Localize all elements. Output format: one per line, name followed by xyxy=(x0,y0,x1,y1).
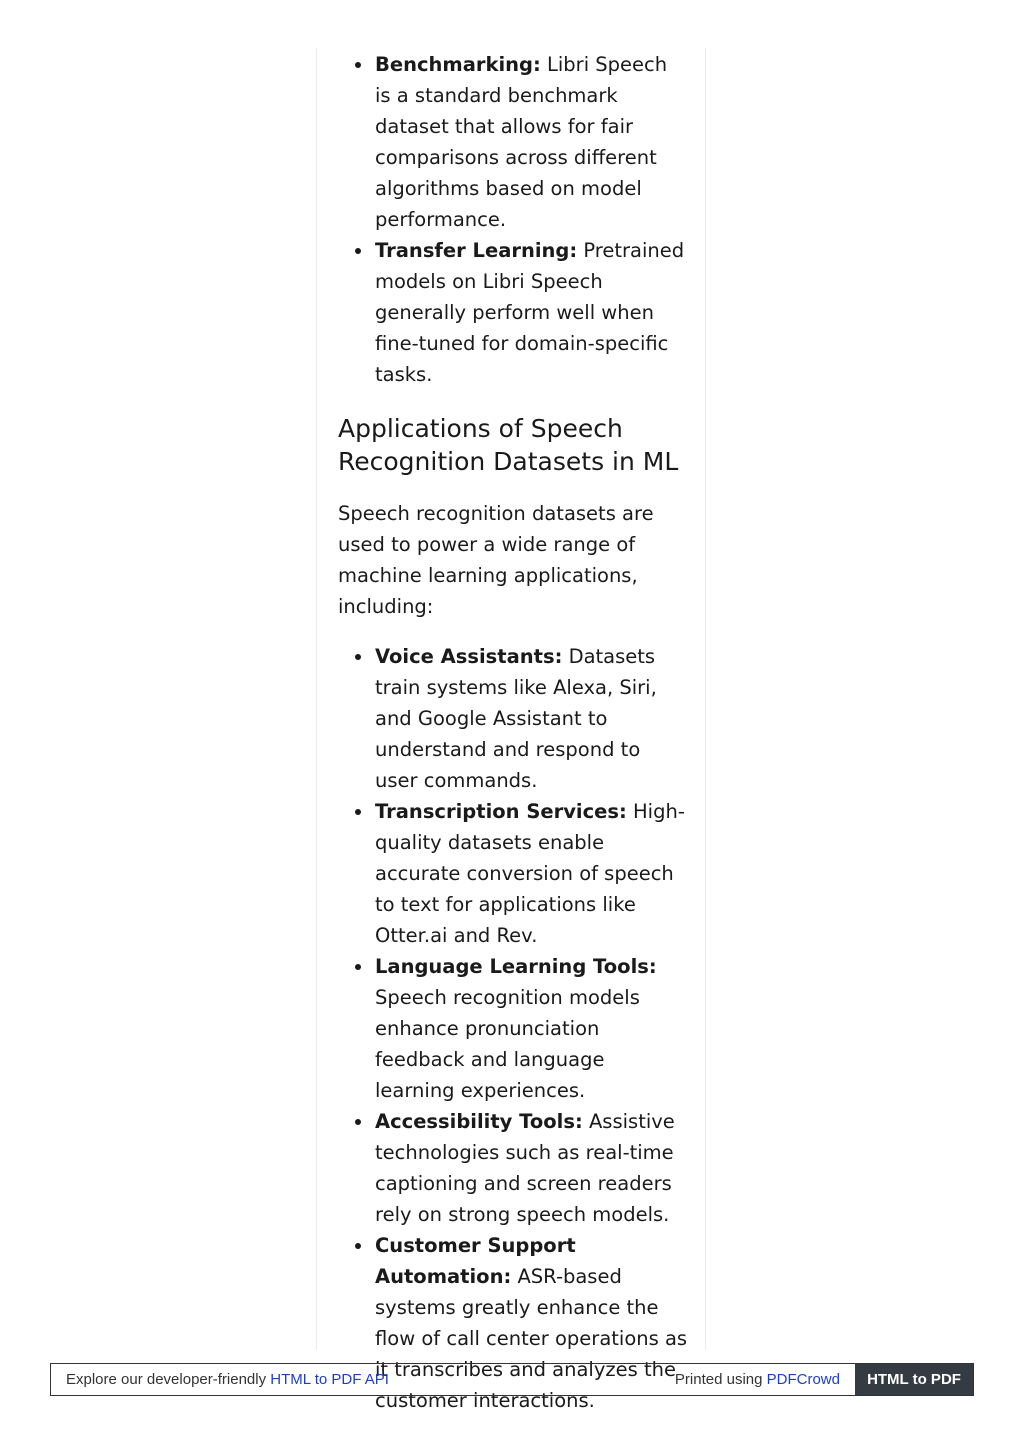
html-to-pdf-button[interactable]: HTML to PDF xyxy=(855,1364,973,1395)
list-item-term: Customer Support Automation: xyxy=(375,1234,576,1288)
list-item-term: Voice Assistants: xyxy=(375,645,563,668)
list-item xyxy=(338,796,688,951)
list-item-text: High-quality datasets enable accurate conversion of speech to text for applications like Otter.ai and Rev. xyxy=(375,800,685,947)
list-item-term: Transfer Learning: xyxy=(375,239,578,262)
footer-printed xyxy=(675,1371,855,1388)
list-item-text: Libri Speech is a standard benchmark dataset that allows for fair comparisons across different algorithms based on model performance. xyxy=(375,53,668,231)
list-item-term: Language Learning Tools: xyxy=(375,955,657,978)
pdfcrowd-link[interactable]: PDFCrowd xyxy=(766,1371,840,1388)
list-item xyxy=(338,641,688,796)
footer-printed-text: Printed using xyxy=(674,1371,767,1388)
list-item xyxy=(338,235,688,390)
list-item xyxy=(338,49,688,235)
list-item-text: Speech recognition models enhance pronunciation feedback and language learning experiences. xyxy=(375,986,640,1102)
footer-explore-text: Explore our developer-friendly xyxy=(66,1371,271,1388)
footer-explore xyxy=(51,1371,675,1388)
section-heading: Applications of Speech Recognition Datasets in ML xyxy=(338,414,679,476)
list-item xyxy=(338,951,688,1106)
applications-list xyxy=(338,641,688,1416)
benefits-list xyxy=(338,49,688,390)
list-item-text: Assistive technologies such as real-time captioning and screen readers rely on strong speech models. xyxy=(375,1110,675,1226)
pdfcrowd-footer xyxy=(50,1363,974,1396)
section-paragraph: Speech recognition datasets are used to power a wide range of machine learning applications, including: xyxy=(338,502,654,618)
list-item-term: Accessibility Tools: xyxy=(375,1110,583,1133)
list-item-text: Datasets train systems like Alexa, Siri, and Google Assistant to understand and respond to user commands. xyxy=(375,645,657,792)
list-item-term: Benchmarking: xyxy=(375,53,541,76)
article-content xyxy=(338,48,688,1416)
list-item-text: ASR-based systems greatly enhance the flow of call center operations as it transcribes and analyzes the customer interactions. xyxy=(375,1265,688,1412)
list-item-text: Pretrained models on Libri Speech generally perform well when fine-tuned for domain-specific tasks. xyxy=(375,239,685,386)
list-item xyxy=(338,1106,688,1230)
html-to-pdf-api-link[interactable]: HTML to PDF API xyxy=(270,1371,389,1388)
list-item-term: Transcription Services: xyxy=(375,800,627,823)
